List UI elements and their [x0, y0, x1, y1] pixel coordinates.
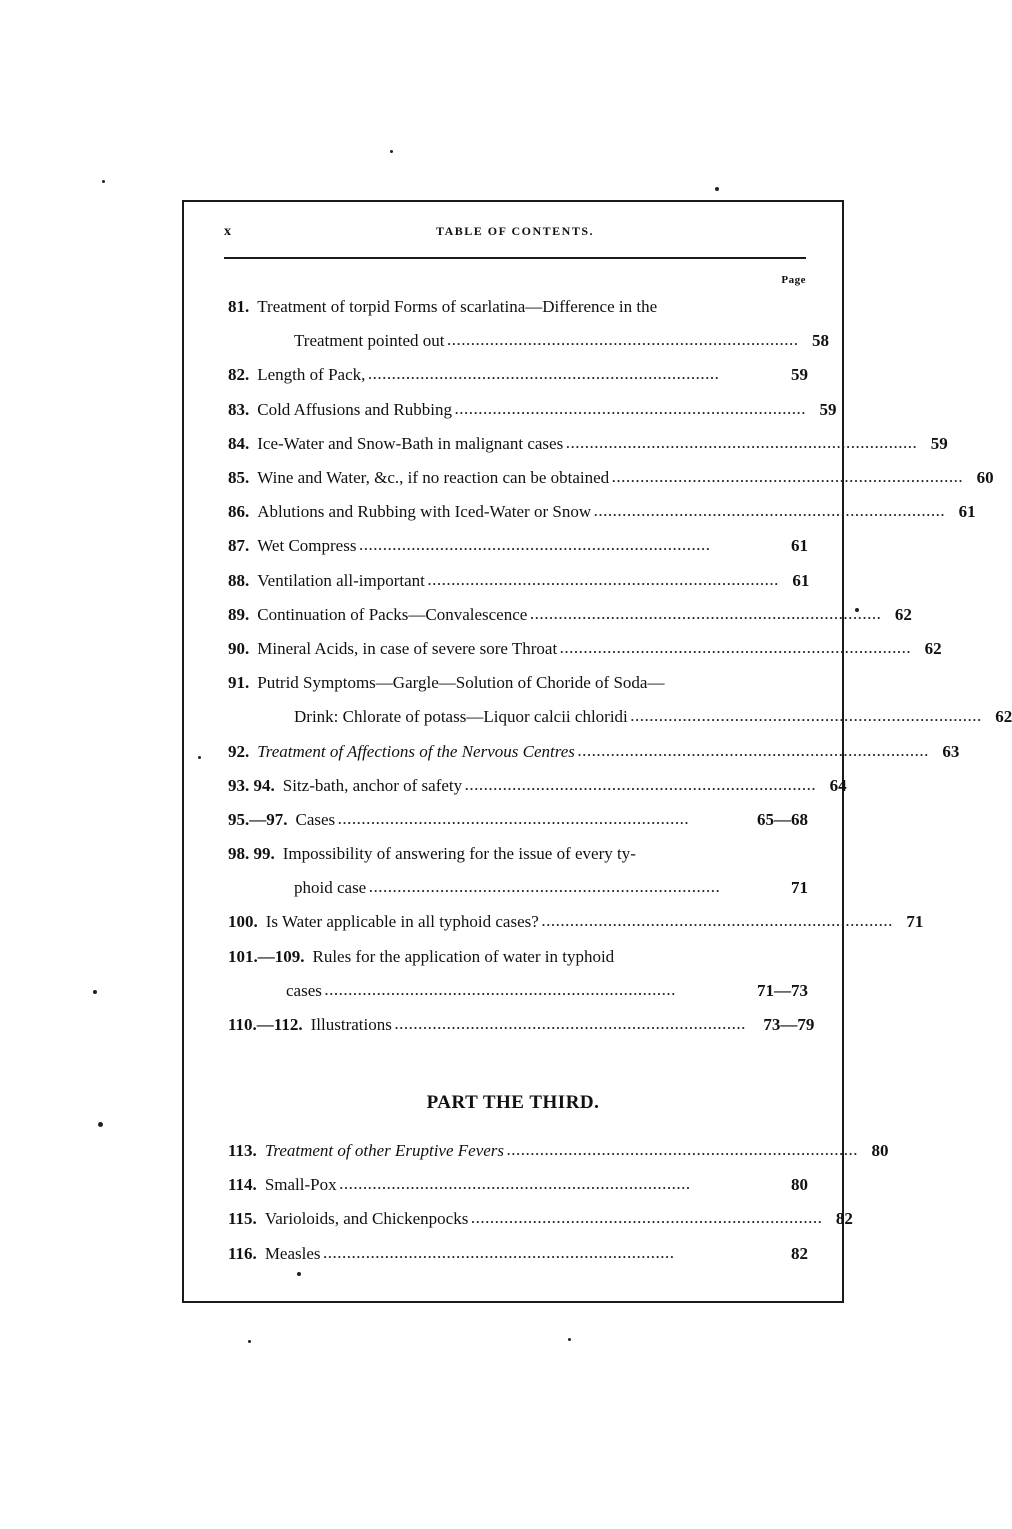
- print-speck: [390, 150, 393, 153]
- entry-page: 62: [995, 707, 1012, 727]
- page-column-label: Page: [781, 274, 806, 286]
- dot-leader: ..........................................................................: [612, 470, 964, 486]
- dot-leader: ..........................................................................: [577, 743, 930, 759]
- print-speck: [715, 187, 719, 191]
- entry-number: 85.: [228, 468, 250, 488]
- entry-title: Varioloids, and Chickenpocks: [264, 1209, 469, 1229]
- toc-entry: [228, 427, 948, 461]
- toc-entry: [228, 940, 808, 974]
- toc-entry: [228, 734, 960, 768]
- entry-number: 101.—109.: [228, 946, 305, 966]
- toc-entry: [228, 1134, 889, 1168]
- toc-entry-continued: [228, 871, 808, 905]
- toc-entry: [228, 290, 808, 324]
- entry-number: 91.: [228, 673, 250, 693]
- page-number: x: [224, 224, 231, 239]
- entry-number: 95.—97.: [228, 809, 288, 829]
- dot-leader: ..........................................................................: [566, 435, 918, 451]
- page-frame: [182, 200, 1012, 1303]
- dot-leader: ..........................................................................: [359, 538, 711, 554]
- running-head: [224, 220, 806, 244]
- entry-title: Mineral Acids, in case of severe sore Throat: [257, 638, 558, 658]
- entry-page: 59: [819, 399, 837, 419]
- entry-page: 59: [791, 365, 808, 385]
- toc-entry: [228, 393, 837, 427]
- entry-page: 60: [976, 468, 994, 488]
- entry-title: Illustrations: [310, 1015, 392, 1035]
- print-speck: [98, 1122, 103, 1127]
- toc-entry: [228, 529, 808, 563]
- dot-leader: ..........................................................................: [630, 709, 983, 725]
- print-speck: [93, 990, 97, 994]
- entry-title: Is Water applicable in all typhoid cases?: [265, 912, 539, 932]
- entry-number: 89.: [228, 604, 250, 624]
- entry-number: 116.: [228, 1243, 257, 1263]
- entry-title-continued: Drink: Chlorate of potass—Liquor calcii chloridi: [294, 707, 628, 727]
- entry-title-continued: cases: [286, 980, 322, 1000]
- dot-leader: ..........................................................................: [324, 982, 677, 998]
- dot-leader: ..........................................................................: [541, 914, 894, 930]
- entry-number: 86.: [228, 502, 250, 522]
- entry-number: 81.: [228, 297, 250, 317]
- entry-title: Cold Affusions and Rubbing: [257, 399, 452, 419]
- entry-title: Measles: [264, 1243, 321, 1263]
- entry-title: Small-Pox: [264, 1175, 337, 1195]
- toc-entry: [228, 564, 808, 598]
- entry-page: 73—79: [763, 1015, 815, 1035]
- entry-page: 61: [792, 570, 810, 590]
- dot-leader: ..........................................................................: [454, 401, 807, 417]
- entry-page: 64: [829, 775, 847, 795]
- contents-list-part-three: [228, 1134, 889, 1271]
- entry-number: 90.: [228, 638, 250, 658]
- entry-number: 92.: [228, 741, 250, 761]
- header-rule: [224, 257, 806, 259]
- toc-entry: [228, 666, 808, 700]
- toc-entry: [228, 803, 808, 837]
- entry-title: Wet Compress: [257, 536, 357, 556]
- entry-page: 62: [924, 638, 942, 658]
- entry-number: 84.: [228, 433, 250, 453]
- entry-title: Ice-Water and Snow-Bath in malignant cases: [257, 433, 564, 453]
- toc-entry: [228, 632, 942, 666]
- entry-title: Wine and Water, &c., if no reaction can be obtained: [257, 468, 610, 488]
- running-title: TABLE OF CONTENTS.: [435, 224, 595, 238]
- toc-entry: [228, 905, 924, 939]
- entry-title-continued: Treatment pointed out: [294, 331, 445, 351]
- toc-entry: [228, 358, 808, 392]
- toc-entry: [228, 837, 808, 871]
- print-speck: [102, 180, 105, 183]
- entry-page: 58: [811, 331, 829, 351]
- entry-number: 98. 99.: [228, 844, 275, 864]
- toc-entry: [228, 598, 912, 632]
- entry-title: Treatment of other Eruptive Fevers: [264, 1141, 505, 1161]
- entry-page: 82: [835, 1209, 853, 1229]
- entry-title: Length of Pack,: [257, 365, 366, 385]
- entry-page: 61: [958, 502, 976, 522]
- dot-leader: ..........................................................................: [594, 504, 946, 520]
- entry-number: 82.: [228, 365, 250, 385]
- entry-page: 80: [871, 1141, 889, 1161]
- entry-title: Sitz-bath, anchor of safety: [282, 775, 463, 795]
- entry-title: Ablutions and Rubbing with Iced-Water or Snow: [257, 502, 592, 522]
- entry-page: 63: [942, 741, 960, 761]
- entry-title: Treatment of torpid Forms of scarlatina—Difference in the: [257, 297, 658, 317]
- entry-title: Impossibility of answering for the issue of every ty-: [282, 844, 636, 864]
- toc-entry-continued: [228, 974, 808, 1008]
- entry-page: 71: [906, 912, 924, 932]
- toc-entry: [228, 1008, 815, 1042]
- entry-page: 71: [791, 878, 808, 898]
- entry-number: 115.: [228, 1209, 257, 1229]
- entry-title: Treatment of Affections of the Nervous Centres: [257, 741, 575, 761]
- contents-list: [228, 290, 1012, 1042]
- entry-number: 100.: [228, 912, 258, 932]
- entry-page: 82: [791, 1243, 808, 1263]
- dot-leader: ..........................................................................: [560, 640, 912, 656]
- dot-leader: ..........................................................................: [323, 1245, 676, 1261]
- entry-title: Putrid Symptoms—Gargle—Solution of Choride of Soda—: [257, 673, 665, 693]
- dot-leader: ..........................................................................: [427, 572, 780, 588]
- toc-entry: [228, 461, 994, 495]
- dot-leader: ..........................................................................: [339, 1177, 692, 1193]
- part-heading: PART THE THIRD.: [426, 1092, 600, 1113]
- toc-entry: [228, 1168, 808, 1202]
- toc-entry: [228, 1202, 853, 1236]
- dot-leader: ..........................................................................: [368, 367, 720, 383]
- print-speck: [568, 1338, 571, 1341]
- print-speck: [248, 1340, 251, 1343]
- dot-leader: ..........................................................................: [394, 1017, 747, 1033]
- dot-leader: ..........................................................................: [447, 333, 799, 349]
- entry-number: 113.: [228, 1141, 257, 1161]
- dot-leader: ..........................................................................: [338, 811, 690, 827]
- entry-title: Ventilation all-important: [257, 570, 425, 590]
- entry-title-continued: phoid case: [294, 878, 367, 898]
- dot-leader: ..........................................................................: [465, 777, 817, 793]
- entry-number: 110.—112.: [228, 1015, 303, 1035]
- entry-page: 65—68: [757, 809, 808, 829]
- entry-title: Rules for the application of water in typhoid: [312, 946, 615, 966]
- toc-entry: [228, 495, 976, 529]
- toc-entry: [228, 1237, 808, 1271]
- dot-leader: ..........................................................................: [507, 1143, 859, 1159]
- toc-entry: [228, 769, 847, 803]
- entry-page: 71—73: [757, 980, 808, 1000]
- entry-title: Cases: [295, 809, 336, 829]
- entry-page: 61: [791, 536, 808, 556]
- entry-number: 93. 94.: [228, 775, 275, 795]
- entry-number: 87.: [228, 536, 250, 556]
- entry-title: Continuation of Packs—Convalescence: [257, 604, 528, 624]
- toc-entry-continued: [228, 324, 829, 358]
- dot-leader: ..........................................................................: [369, 880, 721, 896]
- entry-page: 62: [894, 604, 912, 624]
- entry-page: 59: [930, 433, 948, 453]
- entry-page: 80: [791, 1175, 808, 1195]
- entry-number: 88.: [228, 570, 250, 590]
- toc-entry-continued: [228, 700, 1012, 734]
- entry-number: 114.: [228, 1175, 257, 1195]
- dot-leader: ..........................................................................: [471, 1211, 823, 1227]
- entry-number: 83.: [228, 399, 250, 419]
- dot-leader: ..........................................................................: [530, 606, 882, 622]
